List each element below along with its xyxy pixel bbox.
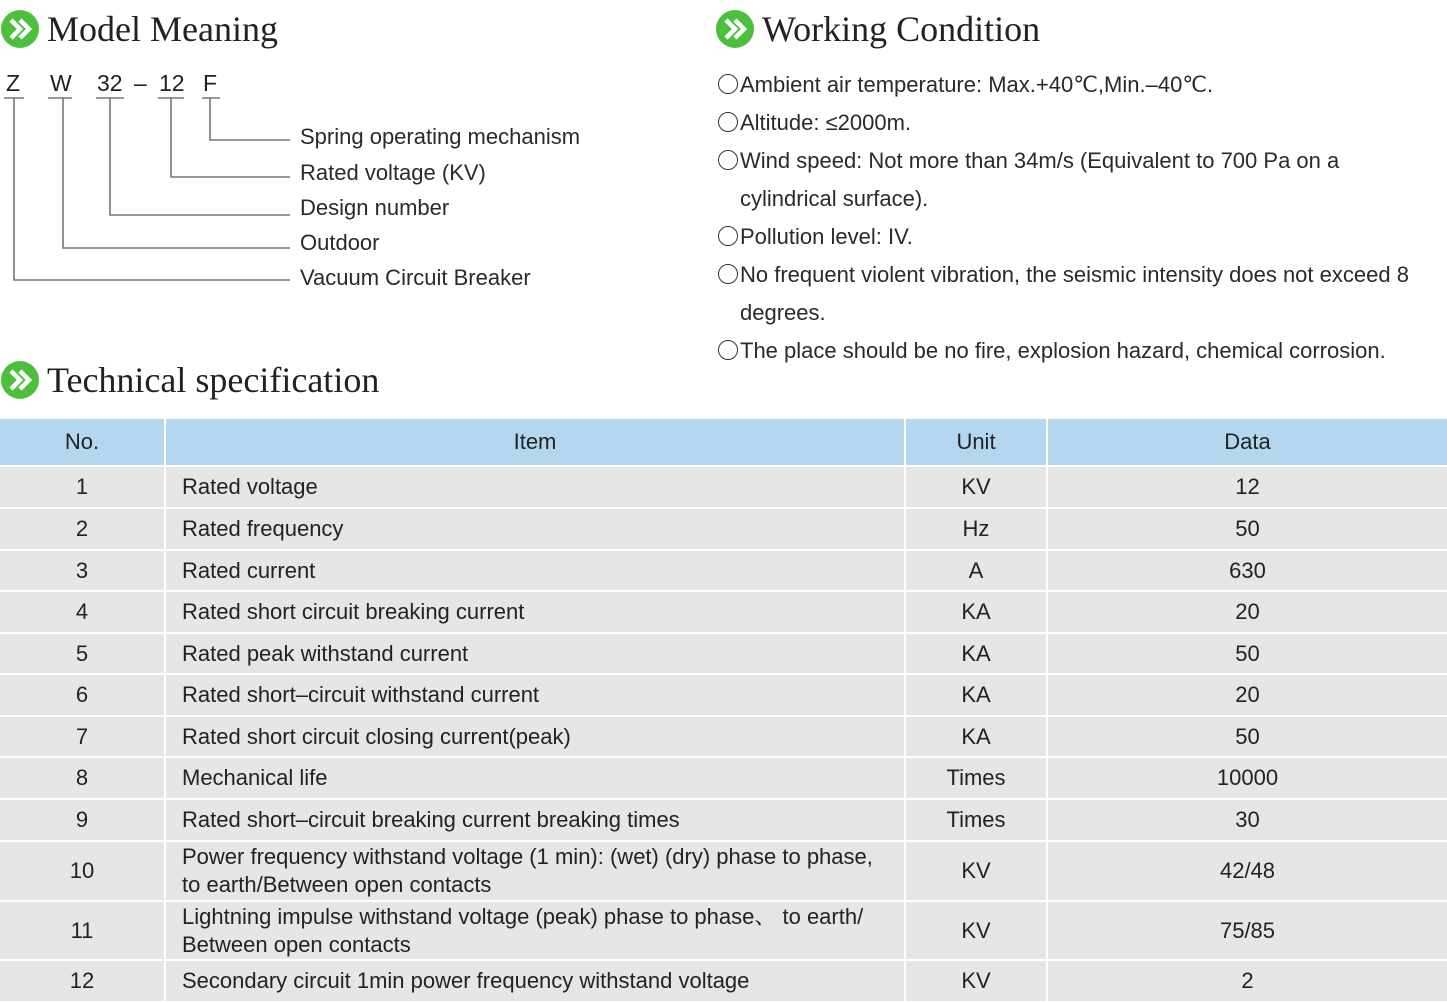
model-meaning-heading [0, 8, 278, 50]
cell-no: 2 [0, 508, 165, 550]
code-part-dash: – [134, 70, 147, 96]
cell-item: Lightning impulse withstand voltage (peak) phase to phase、 to earth/ Between open contacts [165, 901, 905, 960]
cell-no: 12 [0, 960, 165, 1001]
cell-data: 630 [1047, 550, 1447, 591]
cell-unit: Times [905, 757, 1047, 799]
cell-item: Rated short–circuit breaking current breaking times [165, 799, 905, 841]
meaning-outdoor: Outdoor [300, 230, 380, 255]
list-item: Pollution level: IV. [718, 218, 1433, 256]
meaning-spring-operating: Spring operating mechanism [300, 124, 581, 149]
code-part-32: 32 [97, 70, 123, 96]
column-header-item: Item [165, 419, 905, 466]
cell-unit: KA [905, 716, 1047, 757]
circle-bullet-icon [718, 112, 738, 132]
cell-data: 75/85 [1047, 901, 1447, 960]
cell-no: 6 [0, 674, 165, 716]
list-item: Ambient air temperature: Max.+40℃,Min.–40℃. [718, 66, 1433, 104]
table-row [0, 799, 1447, 841]
cell-data: 50 [1047, 508, 1447, 550]
cell-no: 8 [0, 757, 165, 799]
cell-item: Rated current [165, 550, 905, 591]
working-condition-list [718, 66, 1433, 370]
cell-data: 20 [1047, 591, 1447, 633]
cell-item: Rated peak withstand current [165, 633, 905, 674]
working-condition-title: Working Condition [762, 9, 1041, 49]
cell-item: Rated short–circuit withstand current [165, 674, 905, 716]
table-row [0, 716, 1447, 757]
column-header-no: No. [0, 419, 165, 466]
cell-no: 11 [0, 901, 165, 960]
table-row [0, 508, 1447, 550]
working-condition-heading [715, 8, 1040, 50]
cell-no: 10 [0, 841, 165, 901]
cell-unit: KA [905, 633, 1047, 674]
code-part-z: Z [6, 70, 21, 96]
list-item: The place should be no fire, explosion hazard, chemical corrosion. [718, 332, 1433, 370]
cell-item: Rated short circuit breaking current [165, 591, 905, 633]
table-row [0, 757, 1447, 799]
cell-item: Power frequency withstand voltage (1 min): (wet) (dry) phase to phase, to earth/Between open contacts [165, 841, 905, 901]
table-row [0, 960, 1447, 1001]
table-row [0, 841, 1447, 901]
cell-item: Rated voltage [165, 466, 905, 508]
code-part-f: F [203, 70, 218, 96]
cell-unit: Times [905, 799, 1047, 841]
code-part-w: W [50, 70, 72, 96]
cell-data: 50 [1047, 716, 1447, 757]
cell-unit: A [905, 550, 1047, 591]
cell-data: 12 [1047, 466, 1447, 508]
circle-bullet-icon [718, 264, 738, 284]
cell-data: 10000 [1047, 757, 1447, 799]
circle-bullet-icon [718, 340, 738, 360]
column-header-unit: Unit [905, 419, 1047, 466]
cell-unit: KV [905, 841, 1047, 901]
cell-data: 20 [1047, 674, 1447, 716]
cell-no: 4 [0, 591, 165, 633]
cell-data: 42/48 [1047, 841, 1447, 901]
cell-no: 9 [0, 799, 165, 841]
code-part-12: 12 [159, 70, 185, 96]
technical-specification-heading [0, 359, 379, 401]
cell-data: 50 [1047, 633, 1447, 674]
cell-item: Mechanical life [165, 757, 905, 799]
cell-unit: Hz [905, 508, 1047, 550]
cell-item: Secondary circuit 1min power frequency withstand voltage [165, 960, 905, 1001]
list-item: No frequent violent vibration, the seismic intensity does not exceed 8 degrees. [718, 256, 1433, 332]
cell-no: 3 [0, 550, 165, 591]
cell-item: Rated frequency [165, 508, 905, 550]
cell-unit: KA [905, 674, 1047, 716]
circle-bullet-icon [718, 226, 738, 246]
table-row [0, 633, 1447, 674]
double-chevron-right-icon [715, 9, 755, 49]
cell-unit: KV [905, 960, 1047, 1001]
cell-unit: KV [905, 901, 1047, 960]
cell-item: Rated short circuit closing current(peak) [165, 716, 905, 757]
column-header-data: Data [1047, 419, 1447, 466]
circle-bullet-icon [718, 74, 738, 94]
spec-table [0, 419, 1447, 1001]
list-item: Altitude: ≤2000m. [718, 104, 1433, 142]
cell-no: 1 [0, 466, 165, 508]
circle-bullet-icon [718, 150, 738, 170]
table-row [0, 591, 1447, 633]
technical-specification-title: Technical specification [47, 360, 380, 400]
table-row [0, 466, 1447, 508]
spec-table-body [0, 466, 1447, 1001]
double-chevron-right-icon [0, 360, 40, 400]
list-item: Wind speed: Not more than 34m/s (Equivalent to 700 Pa on a cylindrical surface). [718, 142, 1433, 218]
model-meaning-title: Model Meaning [47, 9, 278, 49]
model-code-diagram [0, 60, 700, 310]
cell-data: 2 [1047, 960, 1447, 1001]
table-row [0, 674, 1447, 716]
meaning-rated-voltage: Rated voltage (KV) [300, 160, 486, 185]
double-chevron-right-icon [0, 9, 40, 49]
cell-data: 30 [1047, 799, 1447, 841]
meaning-vacuum-circuit-breaker: Vacuum Circuit Breaker [300, 265, 531, 290]
table-row [0, 550, 1447, 591]
cell-no: 7 [0, 716, 165, 757]
meaning-design-number: Design number [300, 195, 450, 220]
cell-no: 5 [0, 633, 165, 674]
table-row [0, 901, 1447, 960]
table-header-row [0, 419, 1447, 466]
cell-unit: KA [905, 591, 1047, 633]
cell-unit: KV [905, 466, 1047, 508]
